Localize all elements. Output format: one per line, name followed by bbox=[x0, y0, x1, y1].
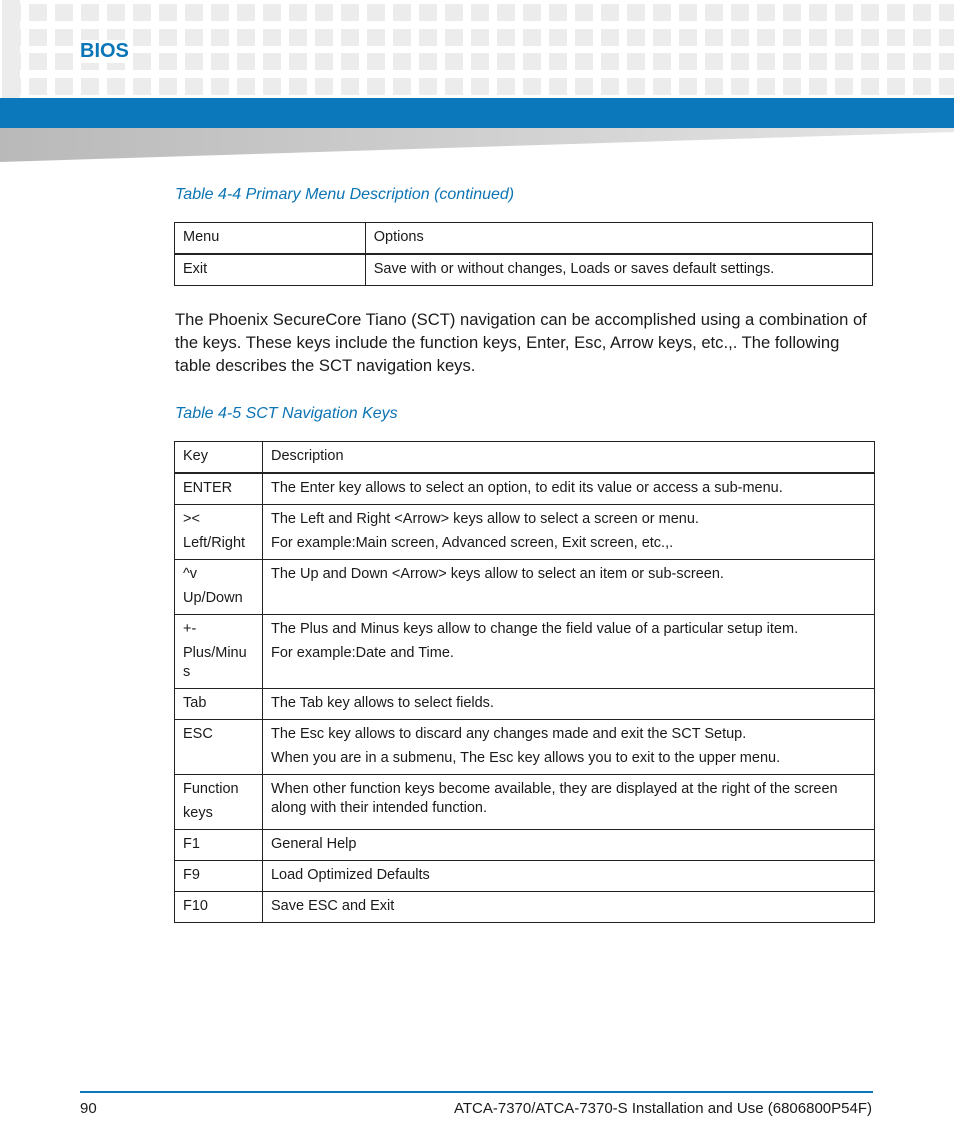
pattern-tile bbox=[419, 78, 437, 95]
pattern-tile bbox=[653, 78, 671, 95]
pattern-tile bbox=[185, 53, 203, 70]
pattern-tile bbox=[133, 4, 151, 21]
description-text: General Help bbox=[270, 836, 357, 852]
pattern-tile bbox=[887, 78, 905, 95]
pattern-tile bbox=[471, 29, 489, 46]
pattern-tile bbox=[939, 29, 954, 46]
pattern-tile bbox=[3, 4, 21, 21]
description-cell bbox=[262, 615, 874, 689]
key-label: s bbox=[183, 664, 191, 680]
pattern-tile bbox=[315, 53, 333, 70]
pattern-tile bbox=[133, 53, 151, 70]
pattern-tile bbox=[601, 4, 619, 21]
table-row bbox=[175, 473, 875, 505]
pattern-tile bbox=[185, 29, 203, 46]
pattern-tile bbox=[653, 4, 671, 21]
header-gray-wedge bbox=[0, 128, 954, 162]
pattern-tile bbox=[471, 78, 489, 95]
pattern-tile bbox=[679, 29, 697, 46]
pattern-tile bbox=[679, 4, 697, 21]
key-label: F10 bbox=[183, 898, 208, 914]
pattern-tile bbox=[939, 4, 954, 21]
pattern-tile bbox=[315, 29, 333, 46]
pattern-tile bbox=[289, 78, 307, 95]
column-header-key: Key bbox=[175, 442, 263, 474]
pattern-tile bbox=[705, 53, 723, 70]
pattern-tile bbox=[679, 53, 697, 70]
pattern-tile bbox=[471, 4, 489, 21]
pattern-tile bbox=[835, 53, 853, 70]
table-row bbox=[175, 720, 875, 775]
pattern-tile bbox=[367, 29, 385, 46]
pattern-tile bbox=[133, 78, 151, 95]
pattern-tile bbox=[783, 53, 801, 70]
pattern-tile bbox=[705, 4, 723, 21]
table-4-4-caption: Table 4-4 Primary Menu Description (continued) bbox=[175, 186, 515, 203]
pattern-tile bbox=[913, 29, 931, 46]
description-text: along with their intended function. bbox=[270, 800, 488, 816]
table-row bbox=[175, 560, 875, 615]
pattern-tile bbox=[731, 53, 749, 70]
pattern-tile bbox=[159, 4, 177, 21]
pattern-tile bbox=[419, 29, 437, 46]
pattern-tile bbox=[497, 29, 515, 46]
description-cell bbox=[262, 689, 874, 720]
pattern-tile bbox=[211, 29, 229, 46]
pattern-tile bbox=[159, 29, 177, 46]
table-row bbox=[175, 830, 875, 861]
pattern-tile bbox=[29, 78, 47, 95]
description-text: The Up and Down <Arrow> keys allow to select an item or sub-screen. bbox=[270, 566, 724, 582]
pattern-tile bbox=[263, 53, 281, 70]
pattern-tile bbox=[185, 4, 203, 21]
key-label: Tab bbox=[183, 695, 207, 711]
table-row bbox=[175, 615, 875, 689]
pattern-tile bbox=[289, 29, 307, 46]
key-label: +- bbox=[183, 621, 197, 637]
pattern-tile bbox=[887, 4, 905, 21]
table-row bbox=[175, 689, 875, 720]
pattern-tile bbox=[731, 29, 749, 46]
document-title: ATCA-7370/ATCA-7370-S Installation and Use (6806800P54F) bbox=[453, 1100, 872, 1117]
column-header-menu: Menu bbox=[175, 223, 366, 255]
key-cell bbox=[175, 615, 263, 689]
description-text: For example:Date and Time. bbox=[270, 645, 454, 661]
pattern-tile bbox=[211, 78, 229, 95]
pattern-tile bbox=[913, 78, 931, 95]
header-pattern bbox=[0, 0, 954, 98]
pattern-tile bbox=[133, 29, 151, 46]
pattern-tile bbox=[263, 29, 281, 46]
pattern-tile bbox=[159, 78, 177, 95]
key-label: ^v bbox=[183, 566, 198, 582]
pattern-tile bbox=[341, 53, 359, 70]
section-title: BIOS bbox=[80, 40, 129, 62]
description-cell bbox=[262, 830, 874, 861]
pattern-tile bbox=[393, 4, 411, 21]
pattern-tile bbox=[835, 78, 853, 95]
pattern-tile bbox=[757, 53, 775, 70]
pattern-tile bbox=[575, 78, 593, 95]
column-header-options: Options bbox=[365, 223, 872, 255]
pattern-tile bbox=[237, 29, 255, 46]
description-text: Save ESC and Exit bbox=[270, 898, 395, 914]
pattern-tile bbox=[835, 29, 853, 46]
pattern-tile bbox=[601, 53, 619, 70]
table-header-row bbox=[175, 223, 873, 255]
pattern-tile bbox=[627, 29, 645, 46]
pattern-tile bbox=[887, 29, 905, 46]
pattern-tile bbox=[3, 29, 21, 46]
description-cell bbox=[262, 473, 874, 505]
pattern-tile bbox=[783, 4, 801, 21]
pattern-tile bbox=[705, 29, 723, 46]
page-number: 90 bbox=[80, 1100, 97, 1117]
pattern-tile bbox=[549, 78, 567, 95]
description-text: The Esc key allows to discard any changes made and exit the SCT Setup. bbox=[270, 726, 747, 742]
pattern-tile bbox=[3, 53, 21, 70]
pattern-tile bbox=[419, 4, 437, 21]
pattern-tile bbox=[783, 78, 801, 95]
pattern-tile bbox=[393, 78, 411, 95]
pattern-tile bbox=[523, 4, 541, 21]
pattern-tile bbox=[55, 29, 73, 46]
pattern-tile bbox=[393, 53, 411, 70]
pattern-tile bbox=[861, 53, 879, 70]
description-cell bbox=[262, 892, 874, 923]
table-row bbox=[175, 861, 875, 892]
pattern-tile bbox=[315, 4, 333, 21]
pattern-tile bbox=[367, 53, 385, 70]
pattern-tile bbox=[887, 53, 905, 70]
pattern-tile bbox=[575, 53, 593, 70]
pattern-tile bbox=[627, 4, 645, 21]
pattern-tile bbox=[861, 29, 879, 46]
table-header-row bbox=[175, 442, 875, 474]
key-label: ESC bbox=[183, 726, 213, 742]
pattern-tile bbox=[549, 4, 567, 21]
table-row bbox=[175, 775, 875, 830]
key-label: F9 bbox=[183, 867, 200, 883]
table-4-5-caption: Table 4-5 SCT Navigation Keys bbox=[175, 405, 398, 422]
pattern-tile bbox=[757, 4, 775, 21]
pattern-tile bbox=[939, 78, 954, 95]
description-cell bbox=[262, 720, 874, 775]
pattern-tile bbox=[81, 4, 99, 21]
description-text: The Plus and Minus keys allow to change the field value of a particular setup item. bbox=[270, 621, 799, 637]
table-row bbox=[175, 254, 873, 286]
pattern-tile bbox=[731, 78, 749, 95]
pattern-tile bbox=[445, 78, 463, 95]
pattern-tile bbox=[81, 78, 99, 95]
pattern-tile bbox=[341, 29, 359, 46]
pattern-tile bbox=[783, 29, 801, 46]
pattern-tile bbox=[809, 78, 827, 95]
pattern-tile bbox=[29, 53, 47, 70]
key-cell bbox=[175, 830, 263, 861]
pattern-tile bbox=[575, 29, 593, 46]
key-cell bbox=[175, 892, 263, 923]
pattern-tile bbox=[939, 53, 954, 70]
key-label: ENTER bbox=[183, 480, 233, 496]
pattern-tile bbox=[497, 53, 515, 70]
pattern-tile bbox=[263, 4, 281, 21]
pattern-tile bbox=[237, 4, 255, 21]
pattern-tile bbox=[497, 4, 515, 21]
pattern-tile bbox=[445, 53, 463, 70]
pattern-tile bbox=[393, 29, 411, 46]
pattern-tile bbox=[497, 78, 515, 95]
pattern-tile bbox=[549, 53, 567, 70]
footer-rule bbox=[80, 1091, 873, 1093]
pattern-tile bbox=[731, 4, 749, 21]
pattern-tile bbox=[29, 29, 47, 46]
pattern-tile bbox=[55, 78, 73, 95]
description-text: The Left and Right <Arrow> keys allow to select a screen or menu. bbox=[270, 511, 699, 527]
pattern-tile bbox=[55, 4, 73, 21]
pattern-tile bbox=[523, 53, 541, 70]
pattern-tile bbox=[861, 78, 879, 95]
header-blue-band bbox=[0, 98, 954, 128]
key-label: keys bbox=[183, 805, 213, 821]
pattern-tile bbox=[237, 53, 255, 70]
options-cell: Save with or without changes, Loads or saves default settings. bbox=[365, 254, 872, 286]
pattern-tile bbox=[627, 78, 645, 95]
pattern-tile bbox=[263, 78, 281, 95]
pattern-tile bbox=[523, 29, 541, 46]
pattern-tile bbox=[419, 53, 437, 70]
pattern-tile bbox=[55, 53, 73, 70]
pattern-tile bbox=[341, 4, 359, 21]
pattern-tile bbox=[159, 53, 177, 70]
menu-cell: Exit bbox=[175, 254, 366, 286]
description-cell bbox=[262, 775, 874, 830]
pattern-tile bbox=[575, 4, 593, 21]
pattern-tile bbox=[367, 78, 385, 95]
pattern-tile bbox=[341, 78, 359, 95]
description-cell bbox=[262, 861, 874, 892]
description-text: The Tab key allows to select fields. bbox=[270, 695, 494, 711]
navigation-keys-table bbox=[174, 441, 875, 923]
key-cell bbox=[175, 861, 263, 892]
pattern-tile bbox=[107, 4, 125, 21]
pattern-tile bbox=[757, 78, 775, 95]
key-cell bbox=[175, 505, 263, 560]
pattern-tile bbox=[523, 78, 541, 95]
description-text: When other function keys become available, they are displayed at the right of the screen bbox=[270, 781, 838, 797]
pattern-tile bbox=[107, 78, 125, 95]
pattern-tile bbox=[913, 4, 931, 21]
key-cell bbox=[175, 560, 263, 615]
pattern-tile bbox=[211, 53, 229, 70]
key-cell bbox=[175, 689, 263, 720]
description-cell bbox=[262, 560, 874, 615]
pattern-tile bbox=[471, 53, 489, 70]
pattern-tile bbox=[237, 78, 255, 95]
pattern-tile bbox=[809, 29, 827, 46]
pattern-tile bbox=[601, 78, 619, 95]
header-tile-grid bbox=[0, 0, 954, 98]
pattern-tile bbox=[809, 4, 827, 21]
description-cell bbox=[262, 505, 874, 560]
pattern-tile bbox=[29, 4, 47, 21]
pattern-tile bbox=[315, 78, 333, 95]
pattern-tile bbox=[809, 53, 827, 70]
pattern-tile bbox=[549, 29, 567, 46]
key-cell bbox=[175, 775, 263, 830]
pattern-tile bbox=[3, 78, 21, 95]
pattern-tile bbox=[445, 4, 463, 21]
pattern-tile bbox=[185, 78, 203, 95]
key-label: Plus/Minu bbox=[183, 645, 247, 661]
column-header-description: Description bbox=[262, 442, 874, 474]
description-text: Load Optimized Defaults bbox=[270, 867, 430, 883]
key-label: Up/Down bbox=[183, 590, 243, 606]
pattern-tile bbox=[913, 53, 931, 70]
pattern-tile bbox=[757, 29, 775, 46]
table-row bbox=[175, 505, 875, 560]
key-label: Function bbox=[183, 781, 239, 797]
pattern-tile bbox=[705, 78, 723, 95]
key-label: F1 bbox=[183, 836, 200, 852]
primary-menu-table bbox=[174, 222, 873, 286]
pattern-tile bbox=[679, 78, 697, 95]
pattern-tile bbox=[289, 4, 307, 21]
description-text: For example:Main screen, Advanced screen, Exit screen, etc.,. bbox=[270, 535, 674, 551]
key-label: >< bbox=[183, 511, 200, 527]
table-row bbox=[175, 892, 875, 923]
description-text: The Enter key allows to select an option, to edit its value or access a sub-menu. bbox=[270, 480, 783, 496]
pattern-tile bbox=[445, 29, 463, 46]
pattern-tile bbox=[289, 53, 307, 70]
pattern-tile bbox=[627, 53, 645, 70]
pattern-tile bbox=[653, 29, 671, 46]
pattern-tile bbox=[653, 53, 671, 70]
pattern-tile bbox=[211, 4, 229, 21]
pattern-tile bbox=[601, 29, 619, 46]
key-label: Left/Right bbox=[183, 535, 246, 551]
description-text: When you are in a submenu, The Esc key allows you to exit to the upper menu. bbox=[270, 750, 781, 766]
key-cell bbox=[175, 473, 263, 505]
key-cell bbox=[175, 720, 263, 775]
pattern-tile bbox=[367, 4, 385, 21]
pattern-tile bbox=[861, 4, 879, 21]
pattern-tile bbox=[835, 4, 853, 21]
body-paragraph: The Phoenix SecureCore Tiano (SCT) navigation can be accomplished using a combination of the keys. These keys include the function keys, Enter, Esc, Arrow keys, etc.,. The following table describes the SCT navigation keys. bbox=[175, 310, 867, 375]
